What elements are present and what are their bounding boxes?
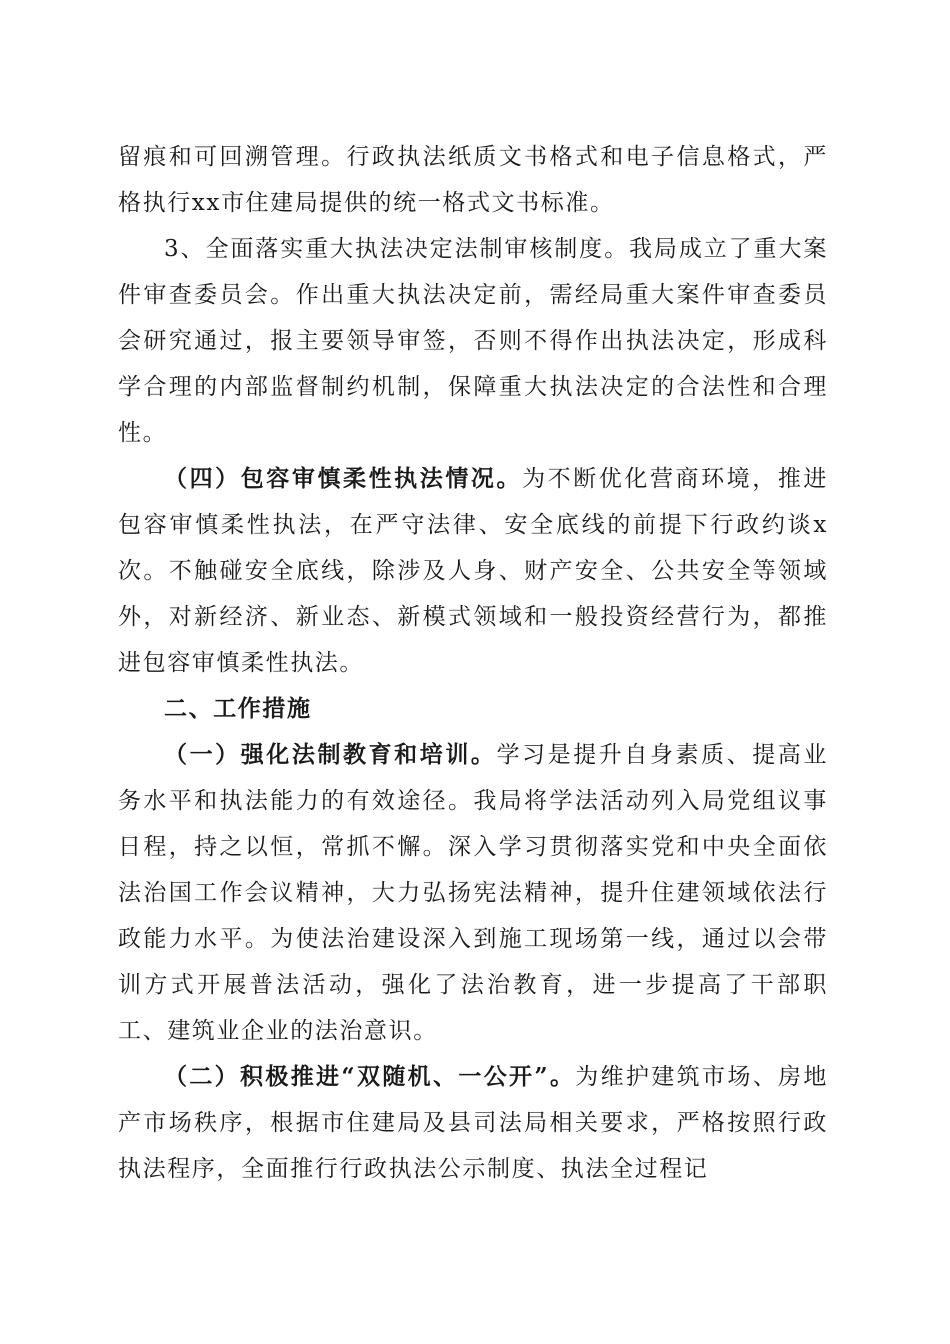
paragraph-text: 为不断优化营商环境，推进包容审慎柔性执法，在严守法律、安全底线的前提下行政约谈x次。不触碰安全底线，除涉及人身、财产安全、公共安全等领域外，对新经济、新业态、新模式领域和一般投资经营行为，都推进包容审慎柔性执法。 — [118, 466, 828, 676]
paragraph-text: 留痕和可回溯管理。行政执法纸质文书格式和电子信息格式，严格执行xx市住建局提供的统一格式文书标准。 — [118, 144, 828, 216]
paragraph-text: 为维护建筑市场、房地产市场秩序，根据市住建局及县司法局相关要求，严格按照行政执法程序，全面推行行政执法公示制度、执法全过程记 — [118, 1064, 828, 1182]
paragraph-text: 3、全面落实重大执法决定法制审核制度。我局成立了重大案件审查委员会。作出重大执法决定前，需经局重大案件审查委员会研究通过，报主要领导审签，否则不得作出执法决定，形成科学合理的内部监督制约机制，保障重大执法决定的合法性和合理性。 — [118, 236, 828, 446]
paragraph-lead: （一）强化法制教育和培训。 — [164, 741, 497, 768]
paragraph-legal-training — [118, 732, 828, 1054]
paragraph-flexible-enforcement — [118, 456, 828, 686]
paragraph-lead: （四）包容审慎柔性执法情况。 — [164, 465, 523, 492]
paragraph-text: 学习是提升自身素质、提高业务水平和执法能力的有效途径。我局将学法活动列入局党组议事日程，持之以恒，常抓不懈。深入学习贯彻落实党和中央全面依法治国工作会议精神，大力弘扬宪法精神，提升住建领域依法行政能力水平。为使法治建设深入到施工现场第一线，通过以会带训方式开展普法活动，强化了法治教育，进一步提高了干部职工、建筑业企业的法治意识。 — [118, 742, 828, 1044]
section-heading: 二、工作措施 — [164, 696, 312, 722]
paragraph-review-system — [118, 226, 828, 456]
document-body — [118, 134, 828, 1192]
paragraph-lead: （二）积极推进“双随机、一公开”。 — [164, 1063, 576, 1090]
paragraph-double-random — [118, 1054, 828, 1192]
paragraph-continuation — [118, 134, 828, 226]
